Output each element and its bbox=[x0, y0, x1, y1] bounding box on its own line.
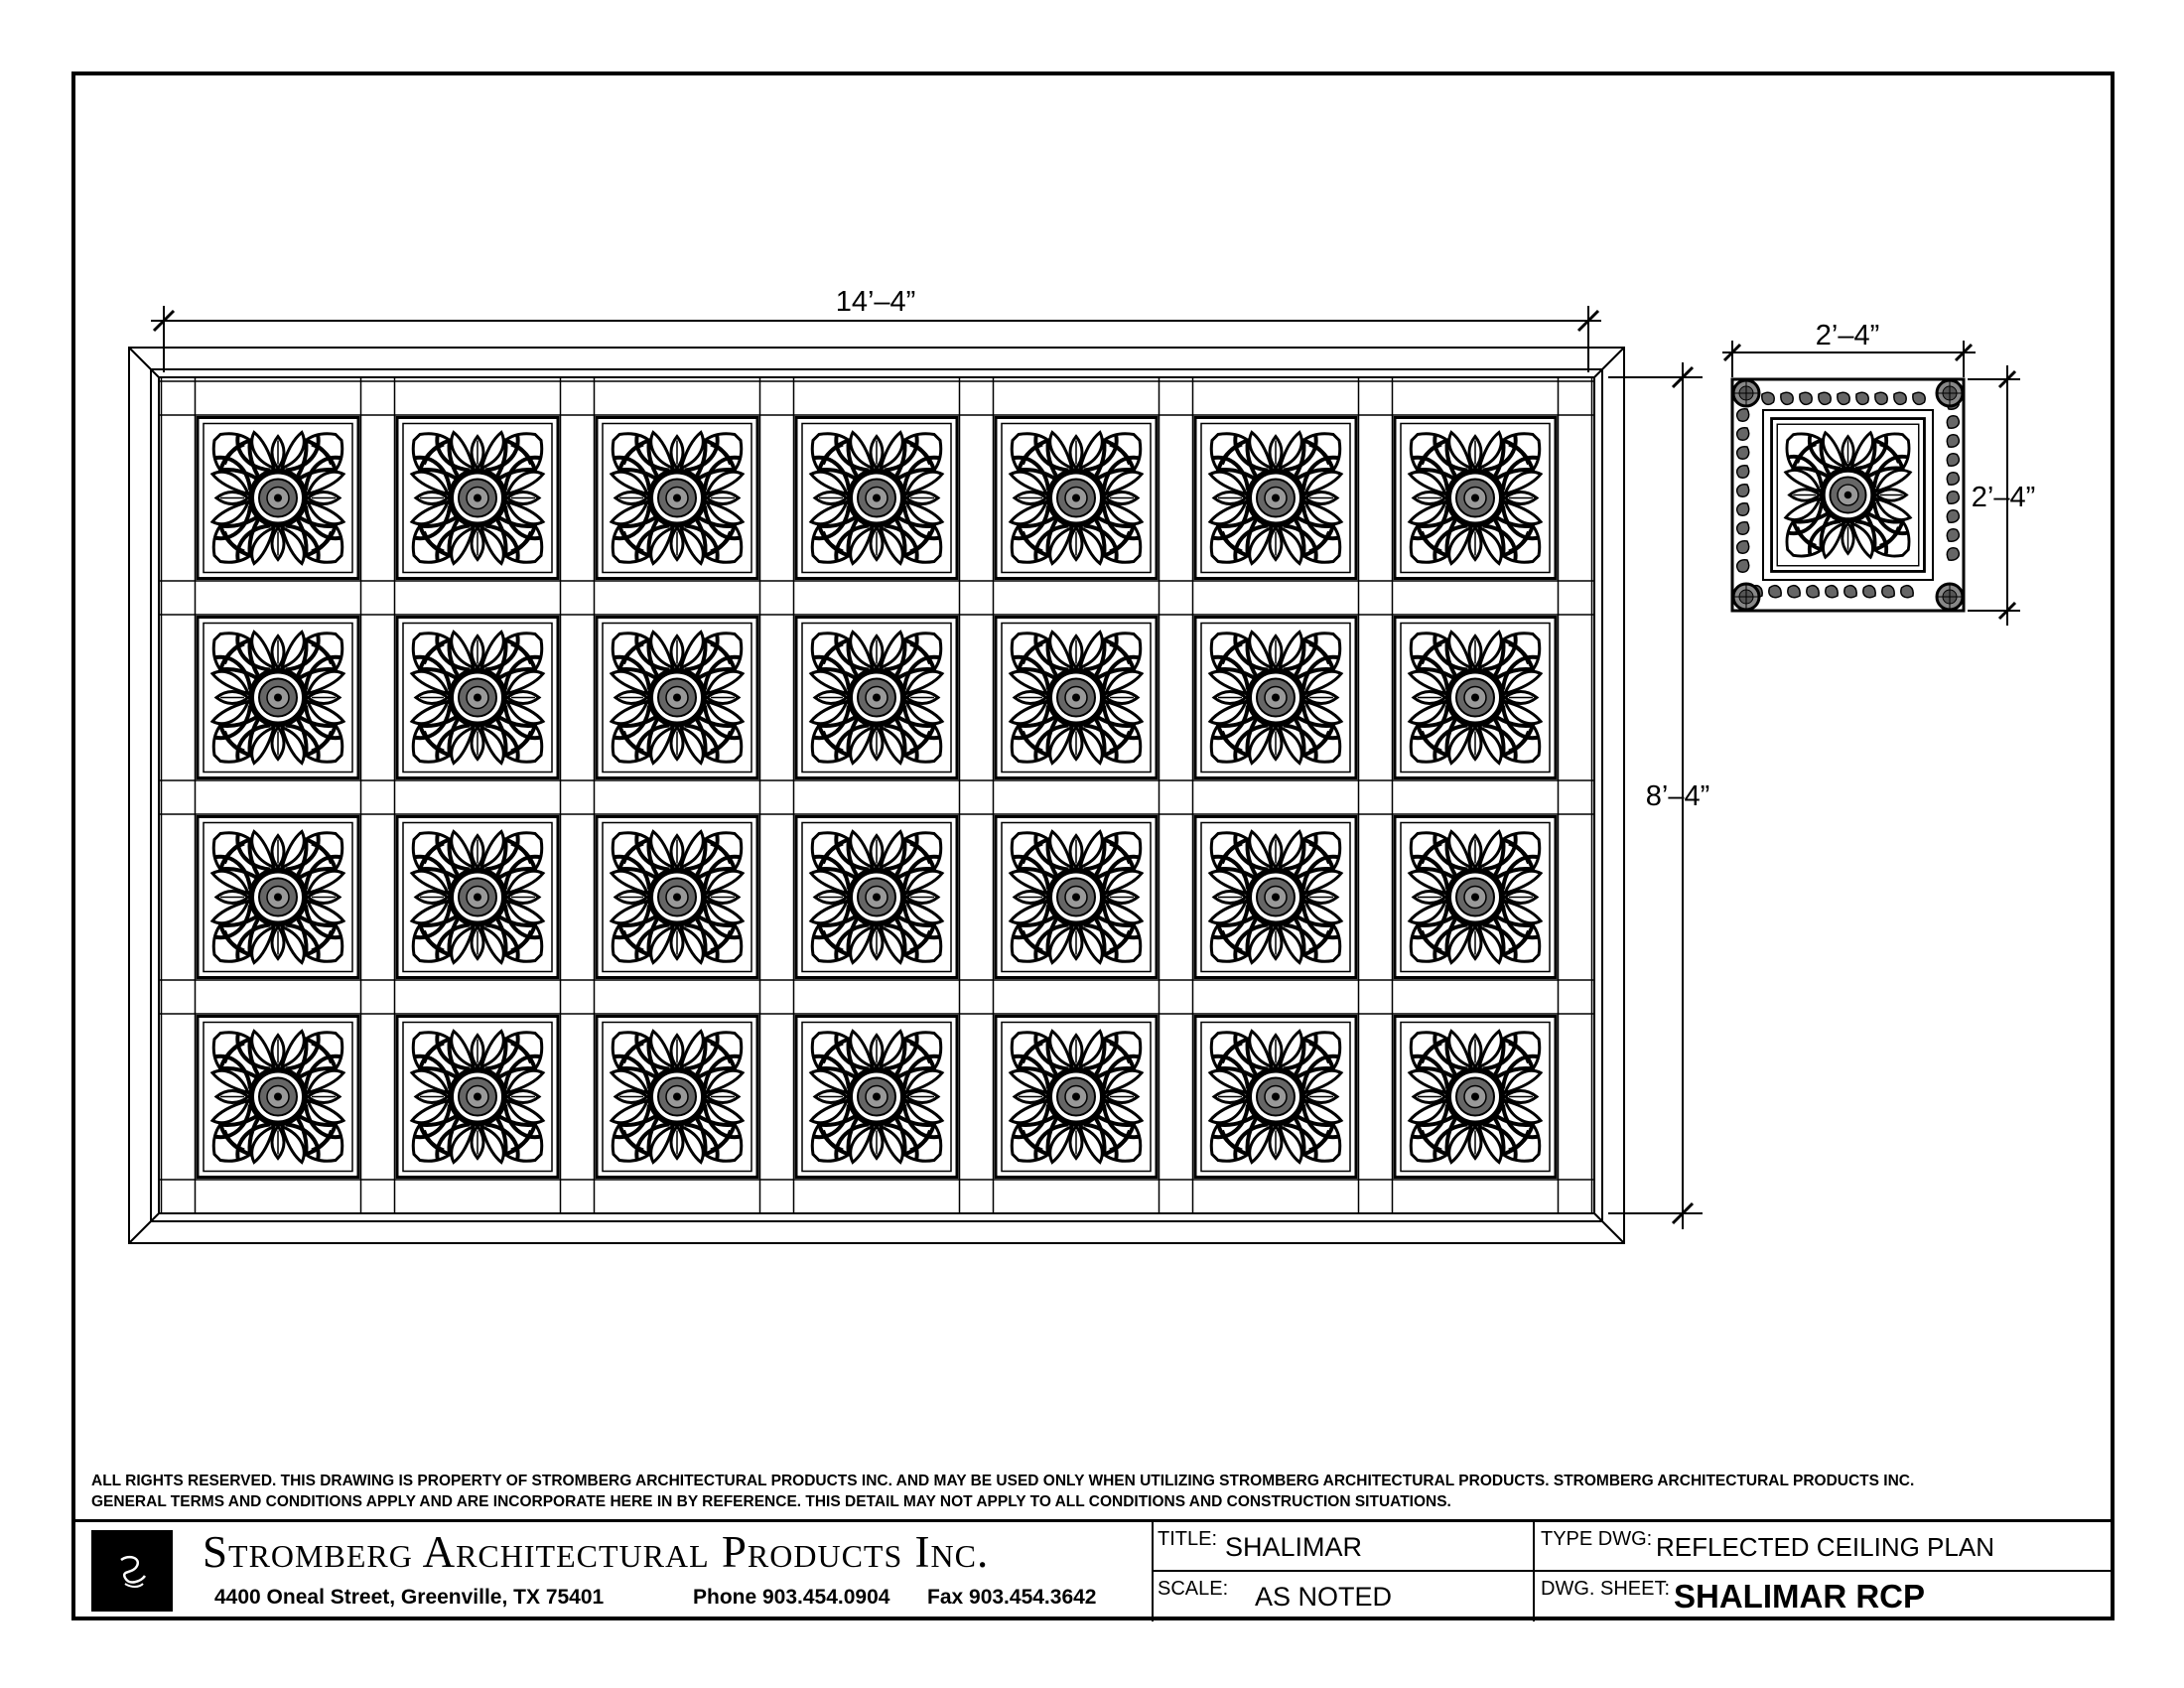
rosette-panel bbox=[1395, 817, 1556, 978]
sheet-cell bbox=[1535, 1572, 2113, 1621]
rosette-panel bbox=[397, 817, 558, 978]
panel-detail bbox=[1732, 379, 1964, 611]
rosette-panel bbox=[796, 418, 957, 579]
title-value: SHALIMAR bbox=[1225, 1532, 1363, 1562]
company-cell bbox=[73, 1522, 1154, 1621]
company-address: 4400 Oneal Street, Greenville, TX 75401 bbox=[214, 1586, 605, 1609]
type-value: REFLECTED CEILING PLAN bbox=[1656, 1532, 1994, 1562]
detail-width-label: 2’–4” bbox=[1815, 320, 1880, 352]
rosette-panel bbox=[1195, 618, 1356, 778]
ceiling-plan bbox=[129, 348, 1624, 1243]
detail-width-dimension bbox=[1722, 320, 1976, 377]
rosette-panel bbox=[796, 1017, 957, 1178]
rosette-panel bbox=[996, 418, 1157, 579]
title-block-row bbox=[73, 1519, 2113, 1621]
rosette-panel bbox=[597, 1017, 757, 1178]
rosette-panel bbox=[996, 618, 1157, 778]
rosette-panel bbox=[397, 1017, 558, 1178]
rosette-panel bbox=[1395, 418, 1556, 579]
rosette-panel bbox=[1195, 817, 1356, 978]
sheet-label: DWG. SHEET: bbox=[1541, 1578, 1671, 1600]
type-label: TYPE DWG: bbox=[1541, 1528, 1653, 1550]
rosette-panel bbox=[198, 817, 358, 978]
height-dimension-label: 8’–4” bbox=[1645, 780, 1710, 812]
company-phone: Phone 903.454.0904 bbox=[693, 1586, 890, 1609]
detail-height-label: 2’–4” bbox=[1971, 482, 2036, 513]
rosette-panel bbox=[996, 817, 1157, 978]
sheet-value: SHALIMAR RCP bbox=[1674, 1578, 1925, 1615]
legal-note-line-1: ALL RIGHTS RESERVED. THIS DRAWING IS PROPERTY OF STROMBERG ARCHITECTURAL PRODUCTS INC. AND MAY BE USED ONLY WHEN UTILIZING STROMBERG ARCHITECTURAL PRODUCTS. STROMBERG ARCHITECTURAL PRODUCTS INC. bbox=[91, 1473, 1915, 1489]
rosette-panel bbox=[996, 1017, 1157, 1178]
rosette-panel bbox=[198, 418, 358, 579]
company-logo bbox=[91, 1530, 173, 1612]
rosette-panel bbox=[796, 817, 957, 978]
rosette-panel bbox=[1195, 418, 1356, 579]
title-cell bbox=[1152, 1522, 1535, 1572]
scale-value: AS NOTED bbox=[1255, 1582, 1393, 1612]
detail-height-dimension bbox=[1968, 365, 2035, 626]
company-name: Stromberg Architectural Products Inc. bbox=[203, 1527, 990, 1577]
title-block bbox=[73, 1468, 2113, 1618]
width-dimension-label: 14’–4” bbox=[835, 286, 916, 318]
rosette-panel bbox=[597, 817, 757, 978]
scale-label: SCALE: bbox=[1158, 1578, 1229, 1600]
rosette-panel bbox=[1395, 1017, 1556, 1178]
company-fax: Fax 903.454.3642 bbox=[927, 1586, 1097, 1609]
rosette-panel bbox=[1195, 1017, 1356, 1178]
rosette-panel bbox=[397, 418, 558, 579]
rosette-panel bbox=[1395, 618, 1556, 778]
type-cell bbox=[1535, 1522, 2113, 1572]
rosette-panel bbox=[397, 618, 558, 778]
rosette-panel bbox=[198, 1017, 358, 1178]
legal-notes bbox=[91, 1471, 2107, 1512]
rosette-panel bbox=[597, 418, 757, 579]
rosette-panel bbox=[198, 618, 358, 778]
logo-mark-icon bbox=[107, 1546, 157, 1596]
legal-note-line-2: GENERAL TERMS AND CONDITIONS APPLY AND ARE INCORPORATE HERE IN BY REFERENCE. THIS DETAIL MAY NOT APPLY TO ALL CONDITIONS AND CONSTRUCTION SITUATIONS. bbox=[91, 1493, 1451, 1510]
scale-cell bbox=[1152, 1572, 1535, 1621]
rosette-panel bbox=[597, 618, 757, 778]
rosette-panel bbox=[796, 618, 957, 778]
title-label: TITLE: bbox=[1158, 1528, 1218, 1550]
